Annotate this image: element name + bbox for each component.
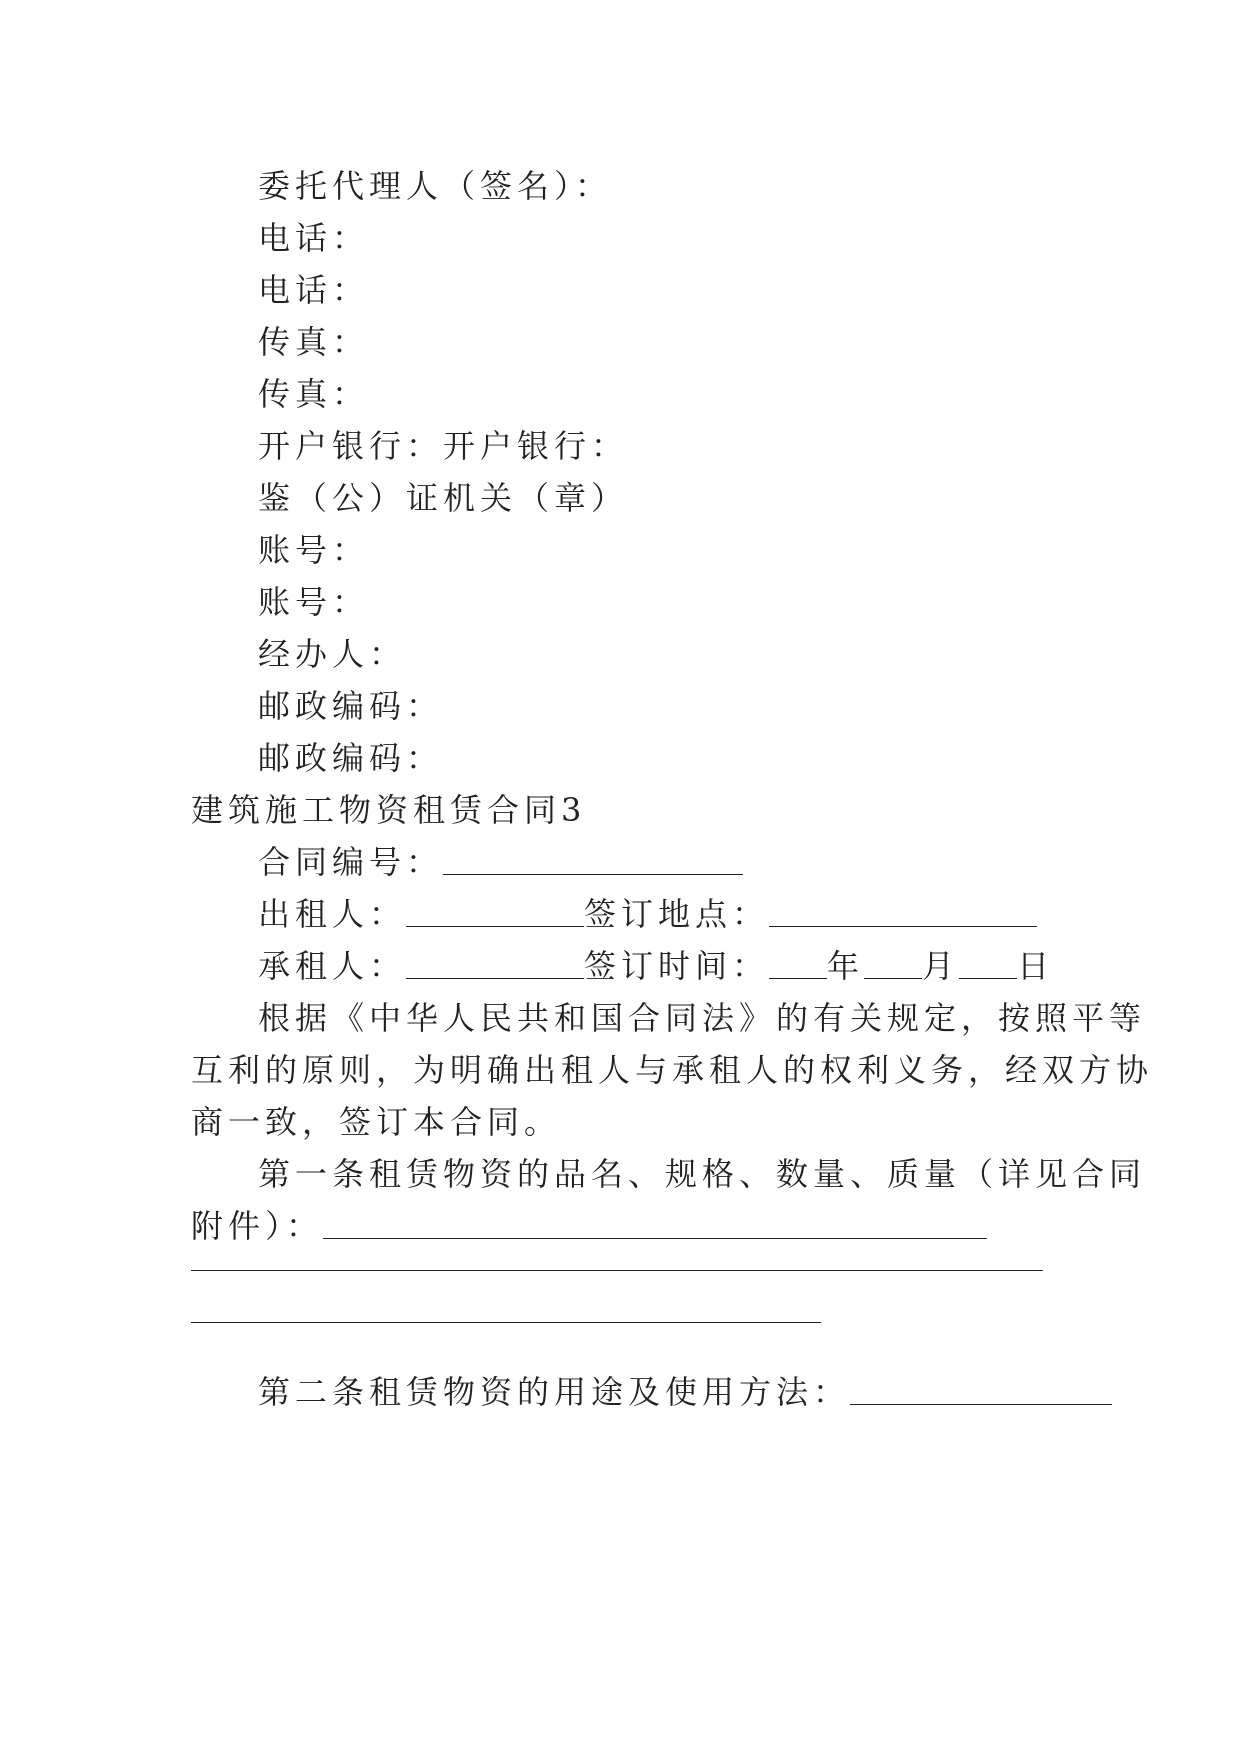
article-1-blank-line: [191, 1270, 1043, 1271]
article-1-line: 第一条租赁物资的品名、规格、数量、质量（详见合同: [258, 1155, 1147, 1193]
year-blank: [769, 948, 827, 979]
signature-line: 账号：: [258, 583, 370, 621]
year-label: 年: [827, 947, 865, 985]
contract-number-label: 合同编号：: [258, 843, 444, 881]
article-2-line: [258, 1372, 1112, 1412]
month-blank: [864, 948, 922, 979]
lessor-row: [258, 894, 1037, 934]
signature-line: 经办人：: [258, 635, 407, 673]
signature-line: 开户银行：开户银行：: [258, 427, 629, 465]
article-1-label: 附件）：: [191, 1207, 324, 1245]
article-1-blank-line: [191, 1322, 821, 1323]
signature-line: 邮政编码：: [258, 687, 444, 725]
day-label: 日: [1017, 947, 1055, 985]
article-1-line: [191, 1206, 987, 1246]
lessee-row: [258, 946, 1054, 986]
signature-line: 委托代理人（签名）：: [258, 167, 613, 205]
intro-paragraph-line: 互利的原则，为明确出租人与承租人的权利义务，经双方协: [191, 1051, 1154, 1089]
signature-line: 电话：: [258, 271, 370, 309]
day-blank: [959, 948, 1017, 979]
month-label: 月: [922, 947, 960, 985]
signature-line: 传真：: [258, 323, 370, 361]
sign-time-label: 签订时间：: [584, 947, 770, 985]
signature-line: 邮政编码：: [258, 739, 444, 777]
signature-line: 电话：: [258, 219, 370, 257]
article-2-label: 第二条租赁物资的用途及使用方法：: [258, 1373, 851, 1411]
lessee-label: 承租人：: [258, 947, 407, 985]
lessor-label: 出租人：: [258, 895, 407, 933]
contract-number-row: [258, 842, 743, 882]
sign-place-blank: [769, 896, 1037, 927]
intro-paragraph-line: 商一致，签订本合同。: [191, 1103, 562, 1141]
contract-title: 建筑施工物资租赁合同3: [191, 791, 587, 829]
lessee-blank: [406, 948, 584, 979]
lessor-blank: [406, 896, 584, 927]
article-1-blank: [323, 1208, 987, 1239]
contract-number-blank: [443, 844, 743, 875]
signature-line: 账号：: [258, 531, 370, 569]
signature-line: 传真：: [258, 375, 370, 413]
sign-place-label: 签订地点：: [584, 895, 770, 933]
signature-line: 鉴（公）证机关（章）: [258, 479, 629, 517]
intro-paragraph-line: 根据《中华人民共和国合同法》的有关规定，按照平等: [258, 999, 1147, 1037]
article-2-blank: [850, 1374, 1112, 1405]
